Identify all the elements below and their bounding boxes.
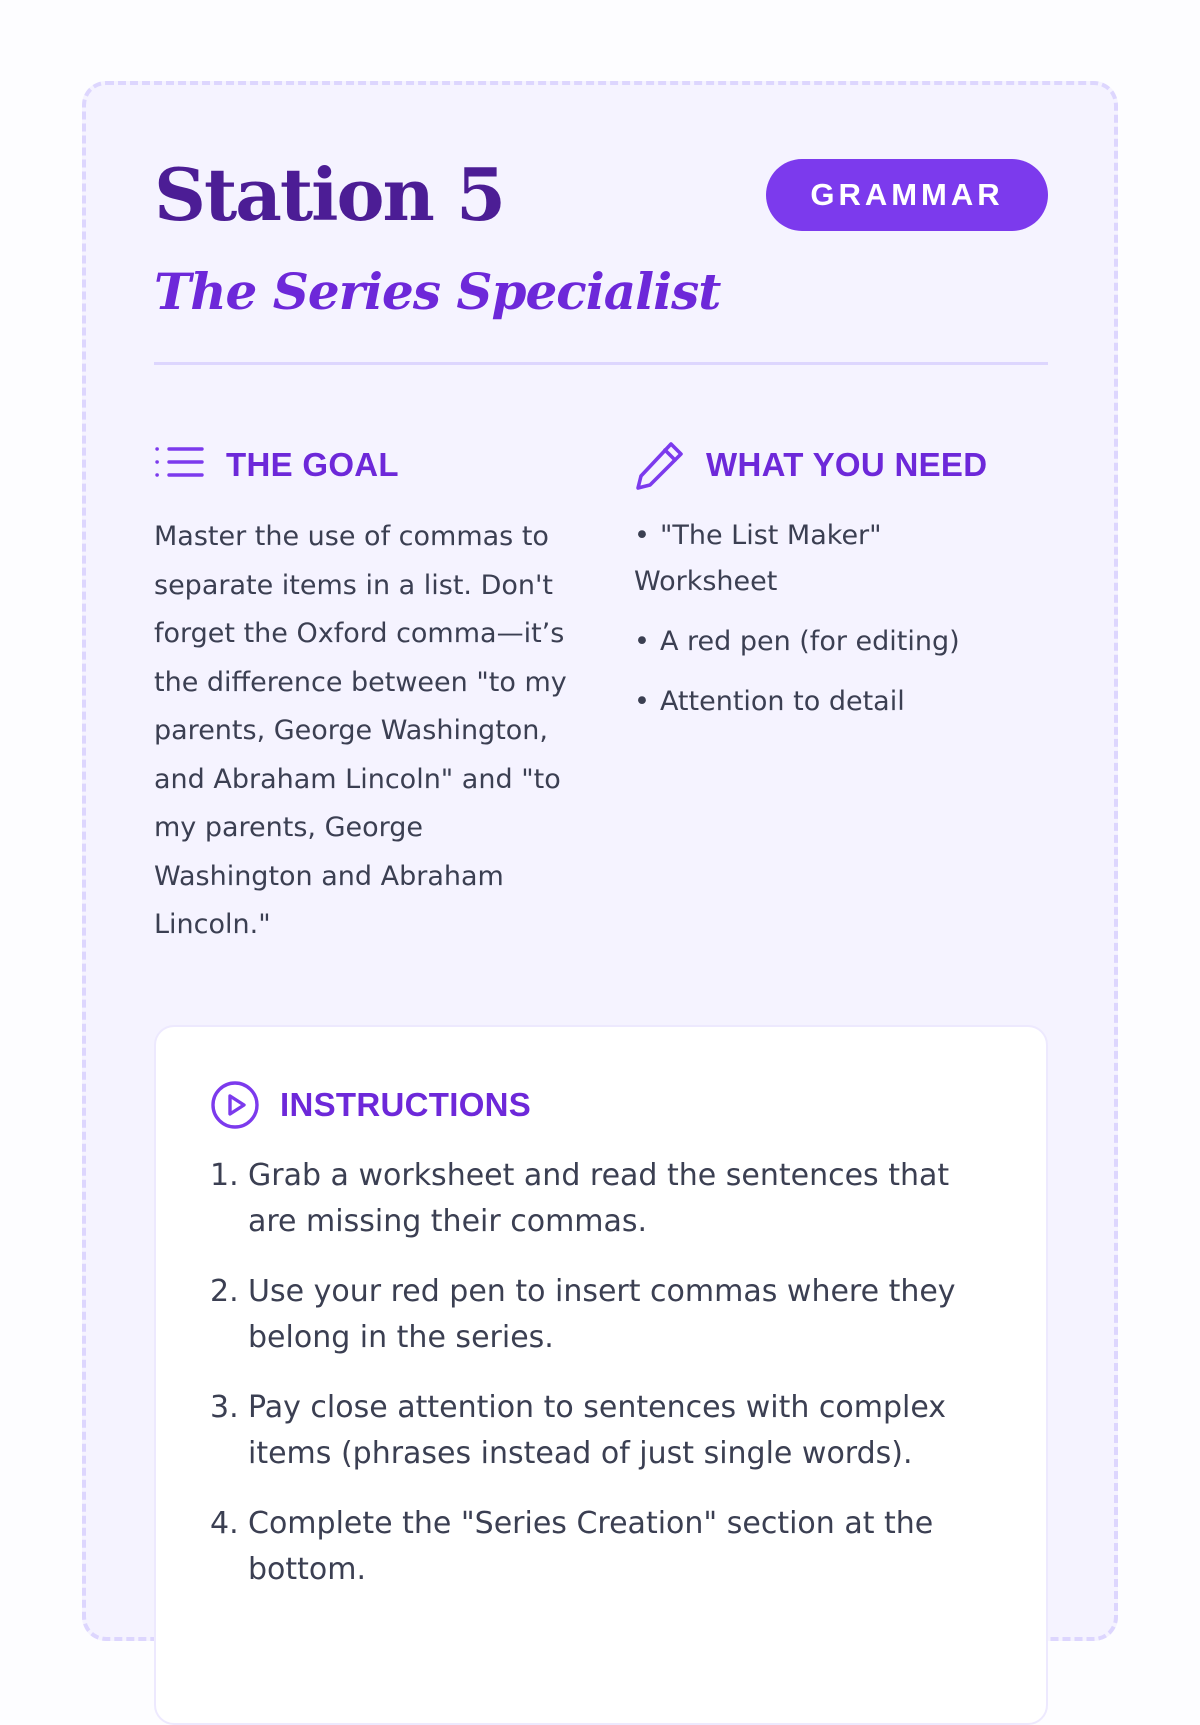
- instructions-heading: [210, 1080, 531, 1130]
- header-divider: [154, 362, 1048, 365]
- instructions-heading-label: INSTRUCTIONS: [280, 1086, 532, 1123]
- instruction-text: Complete the "Series Creation" section at the bottom.: [248, 1506, 934, 1587]
- goal-description: Master the use of commas to separate items in a list. Don't forget the Oxford comma—it’s the difference between "to my parents, George Washington, and Abraham Lincoln" and "to my parents, George Washington and Abraham Lincoln.": [154, 521, 567, 940]
- list-item: 3. Pay close attention to sentences with complex items (phrases instead of just single words).: [210, 1385, 1000, 1477]
- list-item: • A red pen (for editing): [634, 626, 960, 657]
- need-item-text: A red pen (for editing): [659, 626, 960, 657]
- station-card: [82, 81, 1118, 1641]
- instruction-text: Pay close attention to sentences with complex items (phrases instead of just single words).: [248, 1390, 947, 1471]
- list-item: 2. Use your red pen to insert commas where they belong in the series.: [210, 1269, 1000, 1361]
- pencil-icon: [634, 439, 686, 491]
- need-heading: [634, 440, 987, 490]
- need-list: [634, 513, 1014, 739]
- play-circle-icon: [210, 1080, 260, 1130]
- instruction-text: Use your red pen to insert commas where they belong in the series.: [248, 1274, 956, 1355]
- goal-heading-label: THE GOAL: [226, 446, 399, 483]
- list-item: 1. Grab a worksheet and read the sentences that are missing their commas.: [210, 1153, 1000, 1245]
- need-item-text: "The List Maker" Worksheet: [634, 520, 882, 597]
- station-title: Station 5: [154, 152, 505, 237]
- need-item-text: Attention to detail: [659, 686, 905, 717]
- instruction-text: Grab a worksheet and read the sentences that are missing their commas.: [248, 1158, 950, 1239]
- list-item: • "The List Maker" Worksheet: [634, 520, 882, 597]
- station-subtitle: The Series Specialist: [154, 262, 721, 321]
- instructions-panel: [154, 1025, 1048, 1725]
- goal-heading: [154, 440, 399, 490]
- card-header: [154, 152, 1048, 239]
- need-heading-label: WHAT YOU NEED: [706, 446, 988, 483]
- category-badge: GRAMMAR: [766, 159, 1048, 231]
- list-item: 4. Complete the "Series Creation" section at the bottom.: [210, 1501, 1000, 1593]
- list-item: • Attention to detail: [634, 686, 905, 717]
- instructions-list: [210, 1153, 1000, 1617]
- list-icon: [154, 443, 206, 487]
